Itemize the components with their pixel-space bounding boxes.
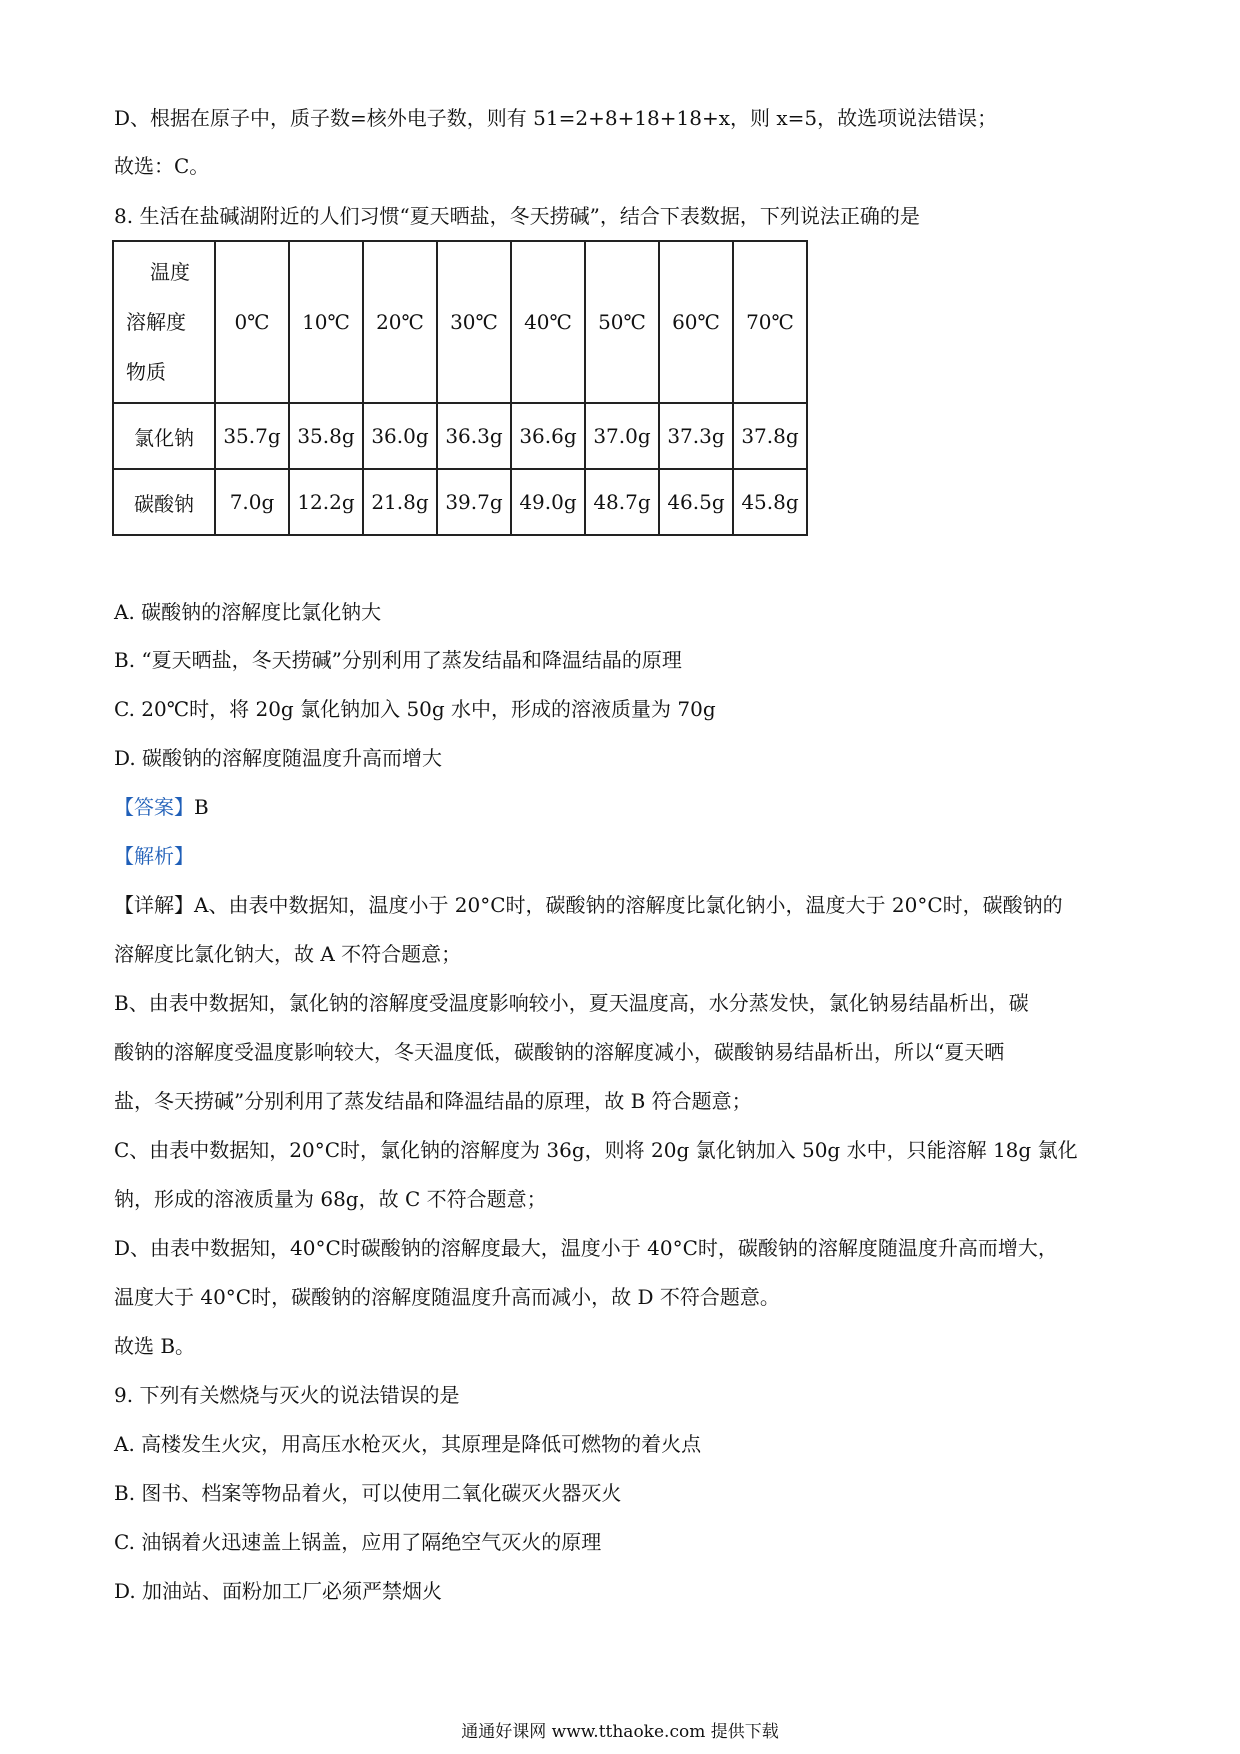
q9-option-d: D. 加油站、面粉加工厂必须严禁烟火: [114, 1579, 443, 1603]
detail-line: 温度大于 40°C时，碳酸钠的溶解度随温度升高而减小，故 D 不符合题意。: [114, 1285, 780, 1309]
header-label-substance: 物质: [126, 360, 166, 384]
answer-line: [114, 793, 1134, 821]
value-cell: 37.0g: [585, 403, 659, 469]
solubility-table: [112, 240, 808, 536]
detail-line: 溶解度比氯化钠大，故 A 不符合题意；: [114, 942, 462, 966]
q9-option-a: A. 高楼发生火灾，用高压水枪灭火，其原理是降低可燃物的着火点: [114, 1432, 702, 1456]
value-cell: 49.0g: [511, 469, 585, 535]
row-name-cell: 氯化钠: [113, 403, 215, 469]
answer-value: B: [194, 795, 209, 819]
value-cell: 37.3g: [659, 403, 733, 469]
value-cell: 36.6g: [511, 403, 585, 469]
q9-option-c: C. 油锅着火迅速盖上锅盖，应用了隔绝空气灭火的原理: [114, 1530, 602, 1554]
detail-line: 盐，冬天捞碱”分别利用了蒸发结晶和降温结晶的原理，故 B 符合题意；: [114, 1089, 752, 1113]
analysis-tag: 【解析】: [114, 844, 194, 868]
value-cell: 7.0g: [215, 469, 289, 535]
option-a: A. 碳酸钠的溶解度比氯化钠大: [114, 600, 382, 624]
temp-header-cell: 10℃: [289, 241, 363, 403]
question-8-stem: 8. 生活在盐碱湖附近的人们习惯“夏天晒盐，冬天捞碱”，结合下表数据，下列说法正确的是: [114, 204, 920, 228]
temp-header-cell: 0℃: [215, 241, 289, 403]
value-cell: 36.0g: [363, 403, 437, 469]
header-corner-cell: [113, 241, 215, 403]
q9-option-b: B. 图书、档案等物品着火，可以使用二氧化碳灭火器灭火: [114, 1481, 622, 1505]
detail-line: 【详解】A、由表中数据知，温度小于 20°C时，碳酸钠的溶解度比氯化钠小，温度大于 20°C时，碳酸钠的: [114, 893, 1063, 917]
table-header-row: [113, 241, 807, 403]
value-cell: 35.7g: [215, 403, 289, 469]
value-cell: 12.2g: [289, 469, 363, 535]
temp-header-cell: 30℃: [437, 241, 511, 403]
detail-line: C、由表中数据知，20°C时，氯化钠的溶解度为 36g，则将 20g 氯化钠加入 50g 水中，只能溶解 18g 氯化: [114, 1138, 1078, 1162]
option-c: C. 20℃时，将 20g 氯化钠加入 50g 水中，形成的溶液质量为 70g: [114, 697, 716, 721]
detail-line: B、由表中数据知，氯化钠的溶解度受温度影响较小，夏天温度高，水分蒸发快，氯化钠易结晶析出，碳: [114, 991, 1029, 1015]
temp-header-cell: 20℃: [363, 241, 437, 403]
page-footer: 通通好课网 www.tthaoke.com 提供下载: [461, 1722, 779, 1742]
value-cell: 21.8g: [363, 469, 437, 535]
temp-header-cell: 40℃: [511, 241, 585, 403]
temp-header-cell: 50℃: [585, 241, 659, 403]
value-cell: 45.8g: [733, 469, 807, 535]
option-b: B. “夏天晒盐，冬天捞碱”分别利用了蒸发结晶和降温结晶的原理: [114, 648, 682, 672]
detail-line: 酸钠的溶解度受温度影响较大，冬天温度低，碳酸钠的溶解度减小，碳酸钠易结晶析出，所以“夏天晒: [114, 1040, 1005, 1064]
temp-header-cell: 70℃: [733, 241, 807, 403]
question-9-stem: 9. 下列有关燃烧与灭火的说法错误的是: [114, 1383, 460, 1407]
answer-tag: 【答案】: [114, 795, 194, 819]
text-line: D、根据在原子中，质子数=核外电子数，则有 51=2+8+18+18+x，则 x=5，故选项说法错误；: [114, 106, 998, 130]
detail-line: 故选 B。: [114, 1334, 196, 1358]
value-cell: 35.8g: [289, 403, 363, 469]
value-cell: 46.5g: [659, 469, 733, 535]
value-cell: 36.3g: [437, 403, 511, 469]
value-cell: 37.8g: [733, 403, 807, 469]
value-cell: 48.7g: [585, 469, 659, 535]
detail-line: D、由表中数据知，40°C时碳酸钠的溶解度最大，温度小于 40°C时，碳酸钠的溶解度随温度升高而增大，: [114, 1236, 1058, 1260]
temp-header-cell: 60℃: [659, 241, 733, 403]
table-row-nacl: [113, 403, 807, 469]
header-label-solubility: 溶解度: [126, 310, 186, 334]
value-cell: 39.7g: [437, 469, 511, 535]
table-row-na2co3: [113, 469, 807, 535]
row-name-cell: 碳酸钠: [113, 469, 215, 535]
option-d: D. 碳酸钠的溶解度随温度升高而增大: [114, 746, 443, 770]
detail-line: 钠，形成的溶液质量为 68g，故 C 不符合题意；: [114, 1187, 547, 1211]
header-label-temperature: 温度: [150, 260, 190, 284]
text-line: 故选：C。: [114, 154, 210, 178]
